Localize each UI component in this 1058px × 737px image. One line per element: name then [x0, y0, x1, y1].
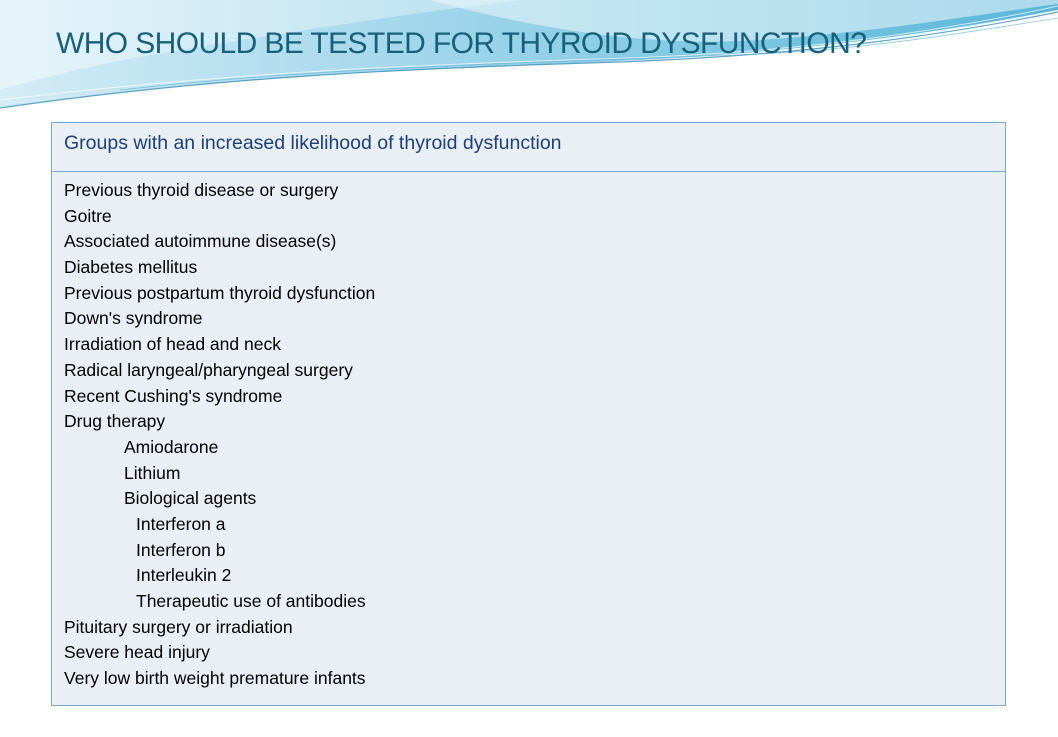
list-item: Pituitary surgery or irradiation — [64, 616, 293, 637]
list-item: Associated autoimmune disease(s) — [64, 231, 337, 252]
table-body — [52, 172, 1005, 692]
list-item: Radical laryngeal/pharyngeal surgery — [64, 359, 353, 380]
list-item: Very low birth weight premature infants — [64, 668, 366, 689]
list-item: Previous postpartum thyroid dysfunction — [64, 282, 376, 303]
list-item: Irradiation of head and neck — [64, 334, 281, 355]
list-item: Interleukin 2 — [136, 565, 232, 586]
table-header: Groups with an increased likelihood of thyroid dysfunction — [52, 123, 1005, 172]
list-item: Previous thyroid disease or surgery — [64, 180, 339, 200]
list-item: Goitre — [64, 205, 112, 226]
list-item: Down's syndrome — [64, 308, 203, 329]
list-item: Lithium — [124, 462, 181, 483]
list-item: Recent Cushing's syndrome — [64, 385, 283, 406]
list-item: Diabetes mellitus — [64, 257, 198, 278]
list-item: Biological agents — [124, 488, 257, 509]
list-item: Interferon b — [136, 539, 226, 560]
page-title: WHO SHOULD BE TESTED FOR THYROID DYSFUNCTION? — [56, 27, 867, 60]
list-item: Interferon a — [136, 513, 226, 534]
list-item: Therapeutic use of antibodies — [136, 591, 366, 611]
list-item: Amiodarone — [124, 436, 219, 457]
list-item: Drug therapy — [64, 411, 166, 432]
risk-groups-table — [51, 122, 1006, 706]
list-item: Severe head injury — [64, 642, 210, 663]
